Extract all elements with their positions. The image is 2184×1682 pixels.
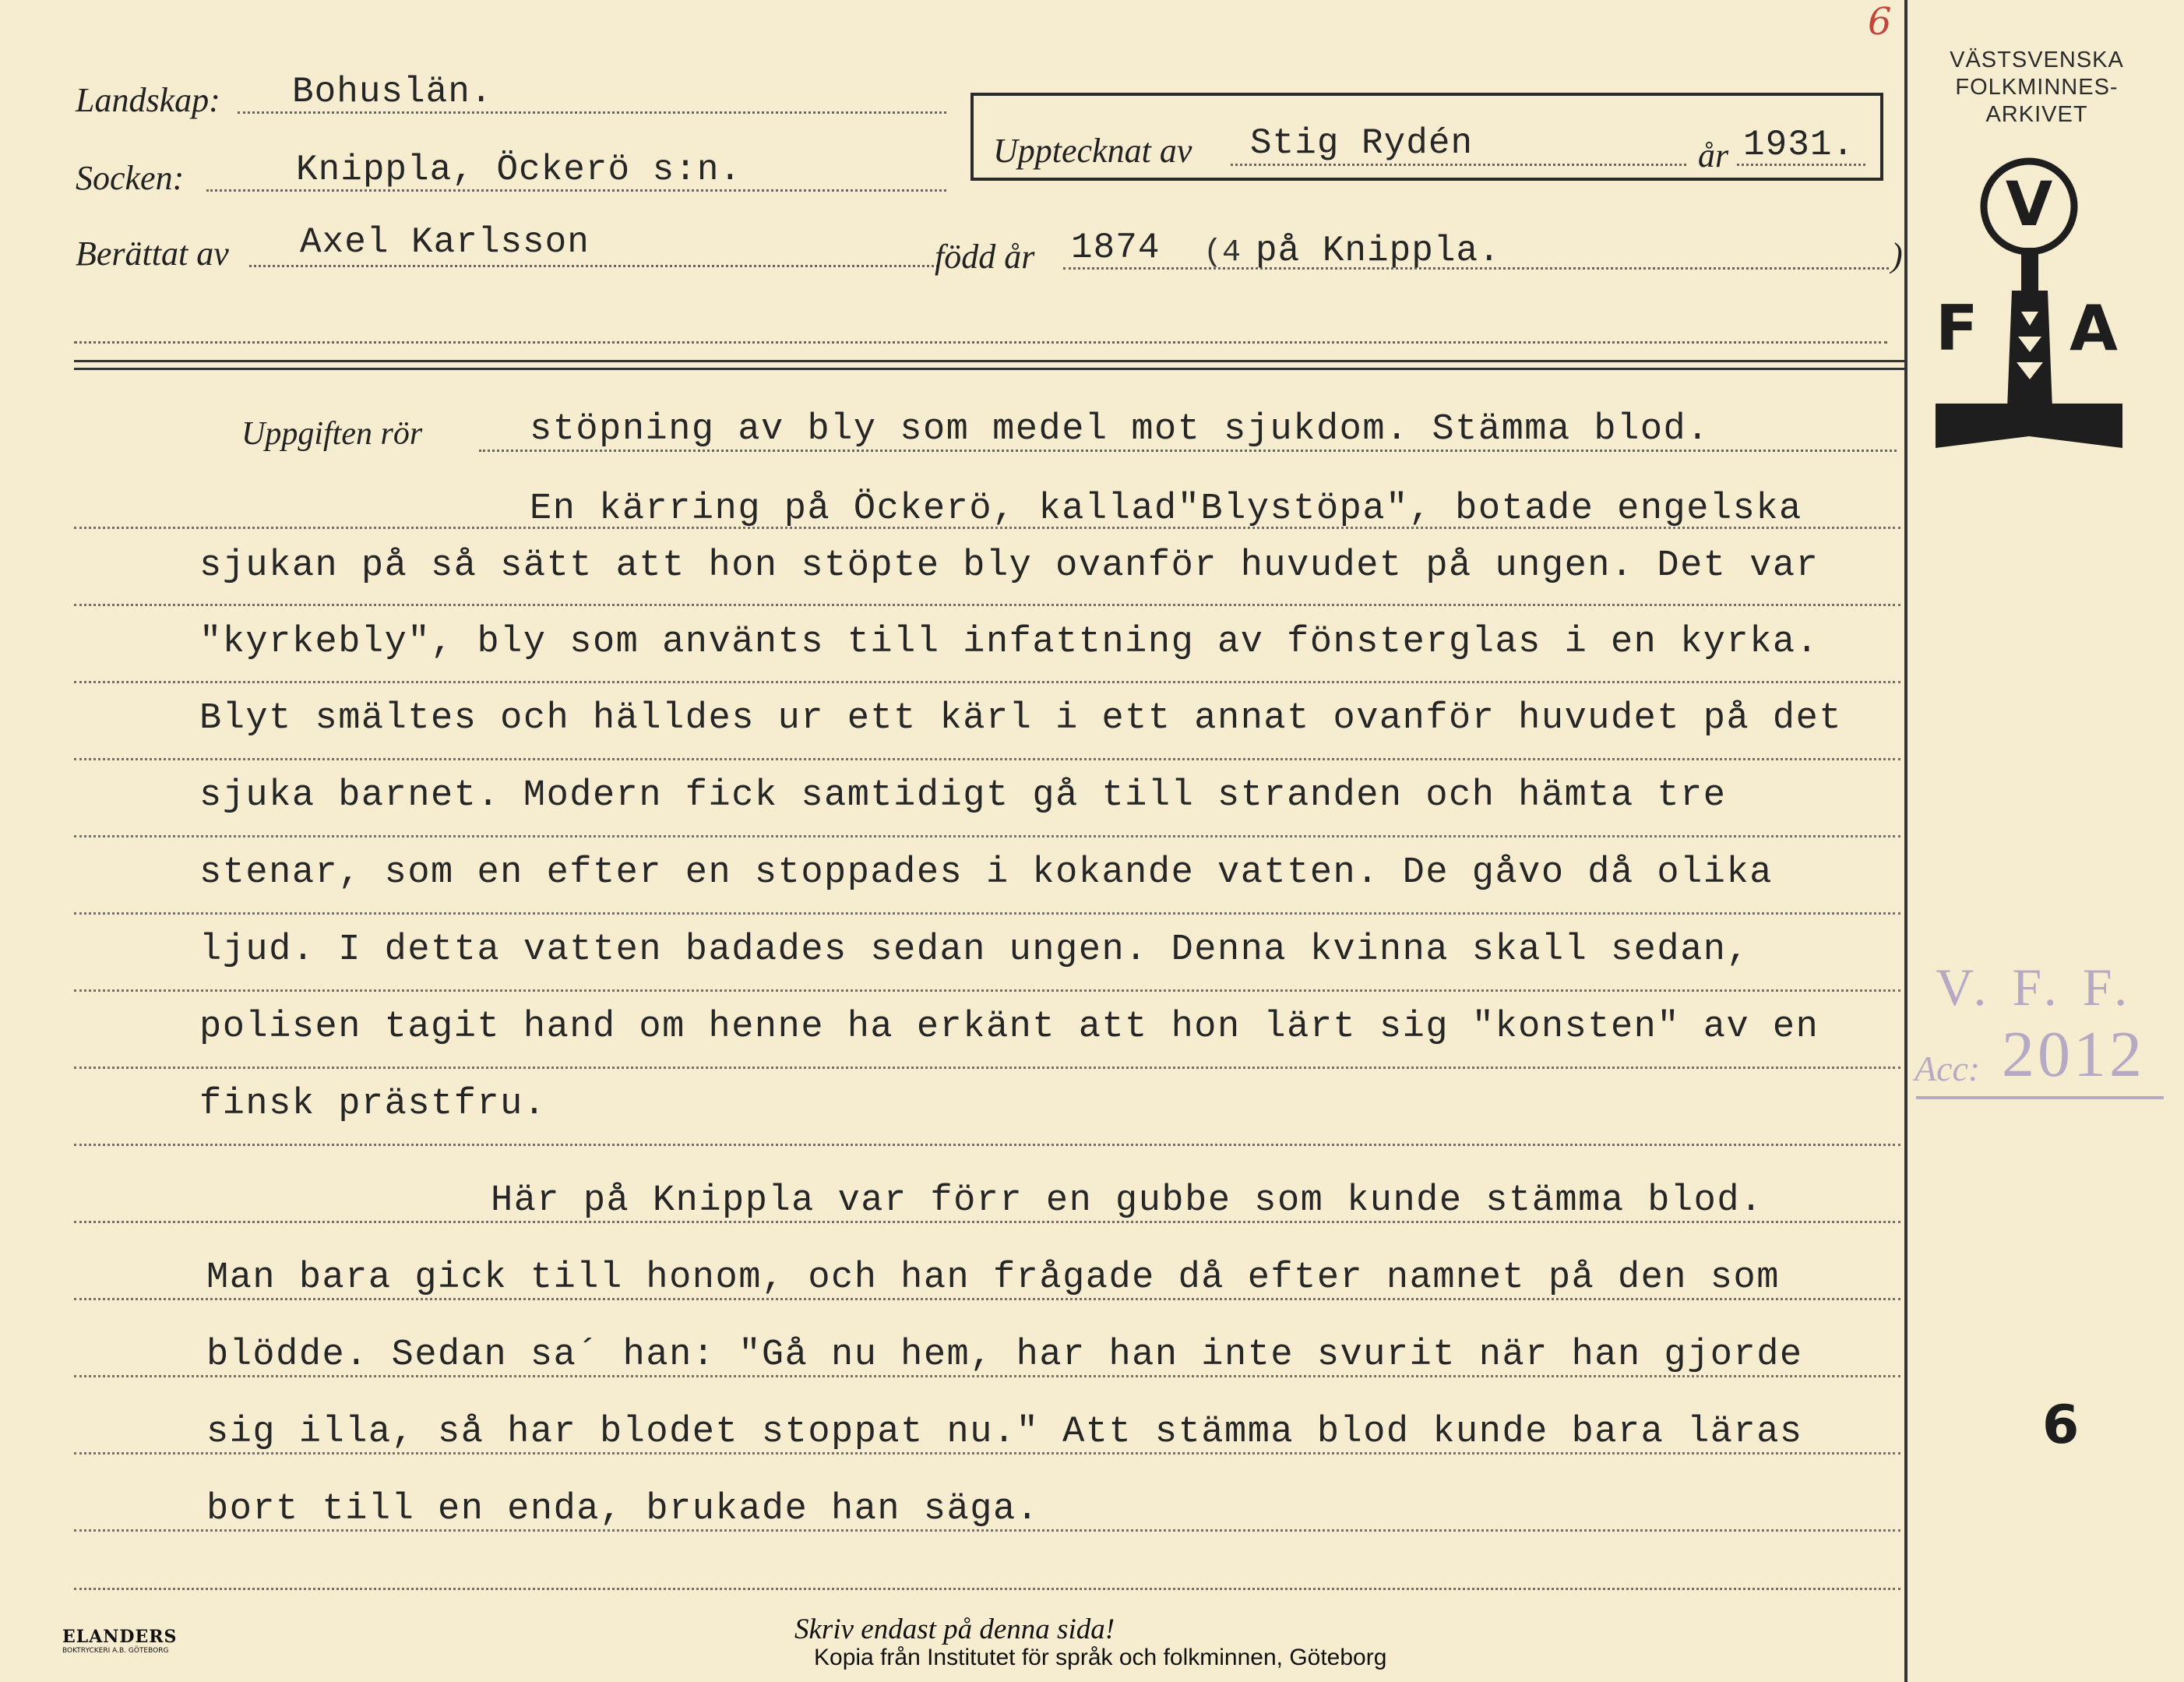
handwritten-page-number: 6 bbox=[1868, 0, 1892, 44]
ar-label: år bbox=[1698, 136, 1729, 175]
stamp-acc: Acc: bbox=[1915, 1049, 1981, 1088]
body-line-1: En kärring på Öckerö, kallad"Blystöpa", botade engelska bbox=[530, 488, 1802, 530]
printer-sub: BOKTRYCKERI A.B. GÖTEBORG bbox=[62, 1647, 169, 1655]
archive-title-line-3: ARKIVET bbox=[1985, 102, 2088, 127]
body-line-8: polisen tagit hand om henne ha erkänt att hon lärt sig "konsten" av en bbox=[199, 1007, 1819, 1048]
upptecknat-value: Stig Rydén bbox=[1250, 123, 1474, 164]
stamp-number: 2012 bbox=[2002, 1018, 2145, 1091]
archive-title bbox=[1918, 47, 2156, 129]
fodd-place: på Knippla. bbox=[1256, 231, 1501, 271]
body-line-5: sjuka barnet. Modern fick samtidigt gå till stranden och hämta tre bbox=[199, 775, 1727, 816]
double-rule-bottom bbox=[74, 368, 1904, 370]
body-line-4: Blyt smältes och hälldes ur ett kärl i ett annat ovanför huvudet på det bbox=[199, 698, 1843, 739]
subject-value: stöpning av bly som medel mot sjukdom. Stämma blod. bbox=[530, 409, 1710, 450]
body-line-11: Man bara gick till honom, och han frågade då efter namnet på den som bbox=[206, 1257, 1780, 1299]
berattat-label: Berättat av bbox=[76, 234, 229, 273]
vfa-logo bbox=[1936, 156, 2122, 460]
printer-mark bbox=[62, 1627, 177, 1655]
berattat-value: Axel Karlsson bbox=[300, 222, 590, 263]
body-line-12: blödde. Sedan sa´ han: "Gå nu hem, har han inte svurit när han gjorde bbox=[206, 1335, 1803, 1376]
body-line-10: Här på Knippla var förr en gubbe som kunde stämma blod. bbox=[491, 1180, 1763, 1222]
sidebar-divider bbox=[1904, 0, 1907, 1682]
logo-letter-a: A bbox=[2070, 292, 2118, 365]
footer-instruction: Skriv endast på denna sida! bbox=[794, 1613, 1115, 1645]
logo-letter-f: F bbox=[1936, 292, 1978, 365]
body-line-6: stenar, som en efter en stoppades i kokande vatten. De gåvo då olika bbox=[199, 852, 1773, 894]
upptecknat-label: Upptecknat av bbox=[993, 132, 1192, 170]
subject-label: Uppgiften rör bbox=[241, 416, 423, 452]
double-rule-top bbox=[74, 360, 1904, 362]
sidebar-page-number: 6 bbox=[2042, 1395, 2080, 1456]
body-line-7: ljud. I detta vatten badades sedan ungen. Denna kvinna skall sedan, bbox=[199, 929, 1750, 971]
body-line-2: sjukan på så sätt att hon stöpte bly ovanför huvudet på ungen. Det var bbox=[199, 545, 1819, 587]
body-line-13: sig illa, så har blodet stoppat nu." Att stämma blod kunde bara läras bbox=[206, 1412, 1803, 1453]
fodd-value: 1874 bbox=[1071, 227, 1161, 268]
socken-value: Knippla, Öckerö s:n. bbox=[296, 150, 742, 190]
socken-label: Socken: bbox=[76, 159, 185, 197]
paren-close: ) bbox=[1891, 236, 1903, 274]
fodd-strike-mark: (4 bbox=[1203, 235, 1242, 270]
landskap-value: Bohuslän. bbox=[292, 72, 493, 112]
body-line-3: "kyrkebly", bly som använts till infattning av fönsterglas i en kyrka. bbox=[199, 622, 1819, 663]
landskap-label: Landskap: bbox=[76, 81, 220, 119]
logo-letter-v: V bbox=[2005, 170, 2053, 240]
fodd-label: född år bbox=[935, 238, 1035, 276]
stamp-vff: V. F. F. bbox=[1936, 957, 2134, 1017]
body-line-14: bort till en enda, brukade han säga. bbox=[206, 1489, 1040, 1530]
archive-title-line-2: FOLKMINNES- bbox=[1955, 75, 2119, 100]
archive-title-line-1: VÄSTSVENSKA bbox=[1950, 48, 2124, 72]
ar-value: 1931. bbox=[1743, 125, 1855, 165]
printer-name: ELANDERS bbox=[62, 1627, 178, 1647]
copy-note: Kopia från Institutet för språk och folkminnen, Göteborg bbox=[814, 1645, 1387, 1670]
body-line-9: finsk prästfru. bbox=[199, 1084, 547, 1125]
stamp-underline bbox=[1916, 1096, 2164, 1099]
